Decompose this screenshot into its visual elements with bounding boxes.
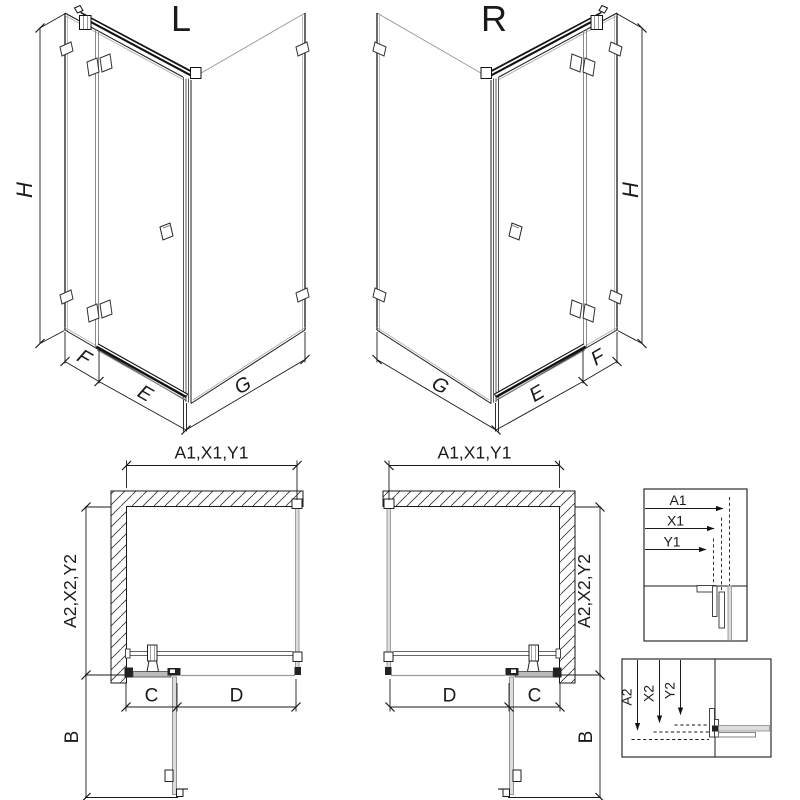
plan-left-fixed-width-label: C (144, 685, 159, 707)
label-variant-left: L (170, 0, 192, 39)
dim-label-side-right: G (427, 372, 453, 400)
detail-a1-label: A1 (669, 492, 687, 508)
detail-x2-label: X2 (640, 684, 657, 703)
detail-box-width (644, 489, 747, 641)
plan-left-door-width-label: D (229, 685, 244, 707)
detail-a2-label: A2 (618, 688, 635, 706)
plan-left-depth-label: A2,X2,Y2 (60, 554, 80, 628)
detail-box-depth (622, 659, 771, 757)
label-variant-right: R (481, 0, 507, 39)
dim-label-height-right: H (618, 182, 643, 198)
detail-x1-label: X1 (666, 512, 685, 529)
plan-right-swing-label: B (576, 730, 597, 744)
perspective-left-geometry (36, 6, 310, 435)
plan-right-width-label: A1,X1,Y1 (437, 442, 512, 463)
dim-label-height-left: H (12, 182, 37, 198)
dim-label-fixed-right: F (587, 345, 609, 371)
plan-right-wall-hatch (383, 491, 575, 683)
plan-right-fixed-width-label: C (527, 685, 542, 707)
plan-right-depth-label: A2,X2,Y2 (574, 554, 594, 628)
plan-left-width-label: A1,X1,Y1 (174, 442, 249, 463)
dim-label-door-left: E (133, 380, 157, 407)
dim-label-fixed-left: F (73, 345, 95, 371)
perspective-right-geometry (373, 6, 647, 435)
detail-y1-label: Y1 (663, 533, 681, 550)
dim-label-door-right: E (525, 380, 549, 407)
plan-left-wall-hatch (111, 491, 303, 683)
detail-y2-label: Y2 (661, 681, 678, 700)
dim-label-side-left: G (230, 372, 256, 400)
plan-left-swing-label: B (62, 730, 83, 744)
plan-right-door-width-label: D (442, 685, 457, 707)
